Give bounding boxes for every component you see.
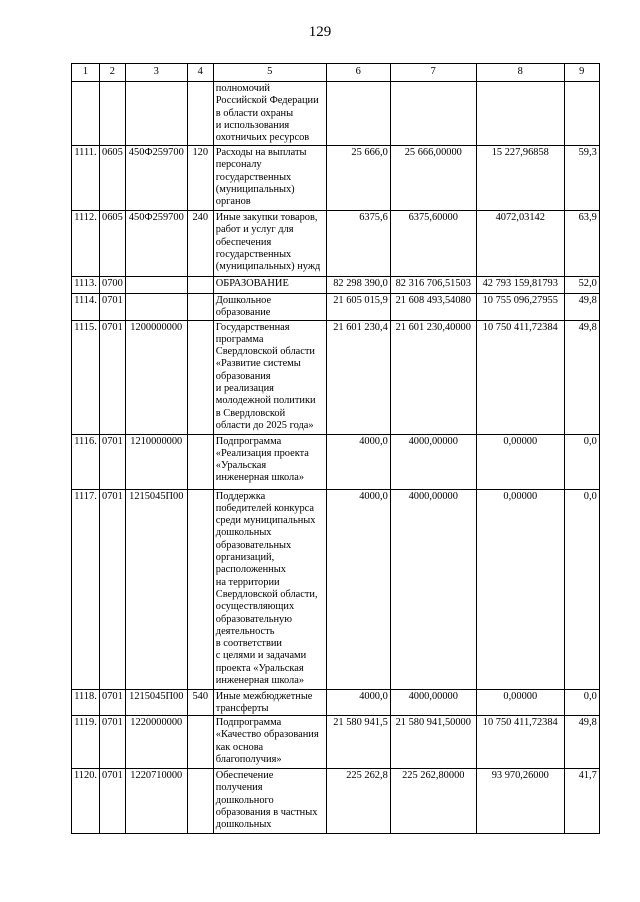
name-line: и использования	[215, 119, 290, 131]
name-line: Дошкольное	[215, 295, 272, 306]
cell-num: 1113.	[72, 277, 100, 294]
header-cell: 6	[326, 64, 390, 82]
name-line: «Уральская	[215, 460, 267, 472]
cell-plan: 4000,0	[326, 689, 390, 716]
name-line: государственных	[215, 171, 292, 183]
cell-approved: 225 262,80000	[390, 769, 476, 834]
page-number: 129	[308, 24, 332, 40]
cell-percent: 41,7	[564, 769, 599, 834]
name-line: Российской Федерации	[215, 95, 319, 107]
cell-executed: 93 970,26000	[476, 769, 564, 834]
cell-section: 0701	[100, 489, 126, 689]
name-line: дошкольных	[215, 527, 272, 539]
cell-plan: 4000,0	[326, 489, 390, 689]
cell-plan: 21 605 015,9	[326, 294, 390, 321]
name-line: Поддержка	[215, 490, 266, 502]
name-line: инженерная школа»	[215, 472, 305, 484]
cell-target: 1210000000	[125, 434, 187, 489]
cell-type	[187, 82, 213, 146]
name-line: образовательных	[215, 539, 292, 551]
name-line: Государственная	[215, 321, 290, 333]
cell-num	[72, 82, 100, 146]
name-line: расположенных	[215, 564, 286, 576]
cell-type	[187, 277, 213, 294]
cell-target: 1200000000	[125, 320, 187, 434]
name-line: деятельность	[215, 625, 275, 637]
name-line: в соответствии	[215, 638, 282, 650]
cell-percent: 0,0	[564, 434, 599, 489]
name-line: дошкольных	[215, 819, 272, 831]
cell-name	[213, 689, 326, 716]
cell-section: 0605	[100, 211, 126, 277]
table-row	[72, 489, 600, 689]
name-line: Иные межбюджетные	[215, 690, 313, 702]
cell-type	[187, 434, 213, 489]
header-cell: 9	[564, 64, 599, 82]
cell-name	[213, 489, 326, 689]
cell-target	[125, 277, 187, 294]
table-row	[72, 689, 600, 716]
cell-target: 1220710000	[125, 769, 187, 834]
cell-section: 0701	[100, 689, 126, 716]
cell-executed	[476, 82, 564, 146]
cell-percent: 0,0	[564, 489, 599, 689]
name-line: образовательную	[215, 613, 293, 625]
cell-target: 1220000000	[125, 716, 187, 769]
cell-executed: 0,00000	[476, 489, 564, 689]
cell-percent	[564, 82, 599, 146]
cell-executed: 0,00000	[476, 689, 564, 716]
name-line: охотничьих ресурсов	[215, 132, 310, 144]
name-line: дошкольного	[215, 794, 274, 806]
cell-approved: 4000,00000	[390, 489, 476, 689]
cell-executed: 4072,03142	[476, 211, 564, 277]
cell-type: 120	[187, 146, 213, 211]
cell-section: 0701	[100, 320, 126, 434]
name-line: Иные закупки товаров,	[215, 212, 318, 223]
name-line: обеспечения	[215, 236, 272, 248]
table-row	[72, 294, 600, 321]
cell-approved: 21 608 493,54080	[390, 294, 476, 321]
cell-type: 240	[187, 211, 213, 277]
name-line: проекта «Уральская	[215, 662, 304, 674]
header-cell: 3	[125, 64, 187, 82]
cell-executed: 10 750 411,72384	[476, 716, 564, 769]
name-line: Свердловской области	[215, 346, 315, 358]
cell-section	[100, 82, 126, 146]
cell-section: 0701	[100, 769, 126, 834]
name-line: «Реализация проекта	[215, 447, 309, 459]
cell-executed: 0,00000	[476, 434, 564, 489]
name-line: Подпрограмма	[215, 717, 282, 729]
cell-section: 0700	[100, 277, 126, 294]
name-line: на территории	[215, 576, 280, 588]
name-line: образования	[215, 370, 271, 382]
cell-approved: 4000,00000	[390, 689, 476, 716]
cell-percent: 0,0	[564, 689, 599, 716]
cell-plan: 21 580 941,5	[326, 716, 390, 769]
cell-num: 1117.	[72, 489, 100, 689]
table-row	[72, 277, 600, 294]
name-line: (муниципальных)	[215, 183, 295, 195]
cell-approved: 25 666,00000	[390, 146, 476, 211]
name-line: Обеспечение	[215, 770, 274, 782]
cell-target	[125, 294, 187, 321]
cell-plan	[326, 82, 390, 146]
cell-num: 1119.	[72, 716, 100, 769]
name-line: организаций,	[215, 552, 275, 564]
name-line: победителей конкурса	[215, 502, 315, 514]
name-line: с целями и задачами	[215, 650, 307, 662]
cell-target: 450Ф259700	[125, 211, 187, 277]
cell-target: 450Ф259700	[125, 146, 187, 211]
cell-plan: 4000,0	[326, 434, 390, 489]
cell-num: 1120.	[72, 769, 100, 834]
header-cell: 5	[213, 64, 326, 82]
cell-approved: 21 601 230,40000	[390, 320, 476, 434]
cell-plan: 225 262,8	[326, 769, 390, 834]
cell-name	[213, 716, 326, 769]
name-line: «Развитие системы	[215, 358, 301, 370]
cell-percent: 52,0	[564, 277, 599, 294]
name-line: благополучия»	[215, 754, 282, 766]
cell-section: 0701	[100, 716, 126, 769]
name-line: полномочий	[215, 83, 270, 94]
table-row	[72, 146, 600, 211]
name-line: органов	[215, 196, 251, 208]
cell-name	[213, 320, 326, 434]
cell-plan: 82 298 390,0	[326, 277, 390, 294]
cell-section: 0701	[100, 294, 126, 321]
cell-approved: 6375,60000	[390, 211, 476, 277]
cell-type	[187, 716, 213, 769]
cell-num: 1115.	[72, 320, 100, 434]
name-line: в области охраны	[215, 107, 294, 119]
header-cell: 8	[476, 64, 564, 82]
cell-percent: 63,9	[564, 211, 599, 277]
name-line: персоналу	[215, 159, 262, 171]
cell-plan: 6375,6	[326, 211, 390, 277]
name-line: работ и услуг для	[215, 224, 294, 236]
table-row	[72, 769, 600, 834]
header-cell: 7	[390, 64, 476, 82]
name-line: среди муниципальных	[215, 515, 316, 527]
cell-type	[187, 320, 213, 434]
cell-percent: 59,3	[564, 146, 599, 211]
name-line: образование	[215, 307, 271, 319]
cell-approved: 4000,00000	[390, 434, 476, 489]
name-line: области до 2025 года»	[215, 419, 314, 431]
header-cell: 4	[187, 64, 213, 82]
name-line: трансферты	[215, 702, 269, 714]
table-row	[72, 716, 600, 769]
cell-type	[187, 769, 213, 834]
name-line: образования в частных	[215, 807, 318, 819]
cell-type	[187, 489, 213, 689]
name-line: инженерная школа»	[215, 675, 305, 687]
budget-table	[71, 63, 600, 834]
table-row	[72, 211, 600, 277]
cell-name	[213, 211, 326, 277]
cell-type: 540	[187, 689, 213, 716]
cell-target: 1215045П00	[125, 689, 187, 716]
cell-percent: 49,8	[564, 320, 599, 434]
cell-executed: 42 793 159,81793	[476, 277, 564, 294]
cell-section: 0605	[100, 146, 126, 211]
cell-plan: 21 601 230,4	[326, 320, 390, 434]
cell-num: 1111.	[72, 146, 100, 211]
name-line: в Свердловской	[215, 407, 286, 419]
cell-approved: 82 316 706,51503	[390, 277, 476, 294]
name-line: молодежной политики	[215, 395, 316, 407]
header-row	[72, 64, 600, 82]
cell-name	[213, 277, 326, 294]
header-cell: 2	[100, 64, 126, 82]
name-line: «Качество образования	[215, 729, 319, 741]
name-line: ОБРАЗОВАНИЕ	[215, 278, 289, 289]
cell-executed: 10 755 096,27955	[476, 294, 564, 321]
cell-num: 1116.	[72, 434, 100, 489]
name-line: государственных	[215, 248, 292, 260]
table-row	[72, 434, 600, 489]
cell-type	[187, 294, 213, 321]
cell-name	[213, 769, 326, 834]
name-line: (муниципальных) нужд	[215, 261, 321, 273]
name-line: Расходы на выплаты	[215, 147, 307, 158]
cell-target: 1215045П00	[125, 489, 187, 689]
cell-num: 1114.	[72, 294, 100, 321]
cell-section: 0701	[100, 434, 126, 489]
cell-num: 1112.	[72, 211, 100, 277]
cell-name	[213, 294, 326, 321]
name-line: Подпрограмма	[215, 435, 282, 447]
header-cell: 1	[72, 64, 100, 82]
name-line: осуществляющих	[215, 601, 295, 613]
cell-name	[213, 82, 326, 146]
cell-executed: 15 227,96858	[476, 146, 564, 211]
name-line: программа	[215, 333, 264, 345]
name-line: Свердловской области,	[215, 588, 318, 600]
cell-plan: 25 666,0	[326, 146, 390, 211]
table-row	[72, 82, 600, 146]
cell-percent: 49,8	[564, 294, 599, 321]
cell-executed: 10 750 411,72384	[476, 320, 564, 434]
cell-approved: 21 580 941,50000	[390, 716, 476, 769]
name-line: как основа	[215, 741, 264, 753]
cell-target	[125, 82, 187, 146]
name-line: и реализация	[215, 383, 274, 395]
cell-name	[213, 434, 326, 489]
table-row	[72, 320, 600, 434]
name-line: получения	[215, 782, 263, 794]
cell-percent: 49,8	[564, 716, 599, 769]
cell-name	[213, 146, 326, 211]
cell-approved	[390, 82, 476, 146]
cell-num: 1118.	[72, 689, 100, 716]
